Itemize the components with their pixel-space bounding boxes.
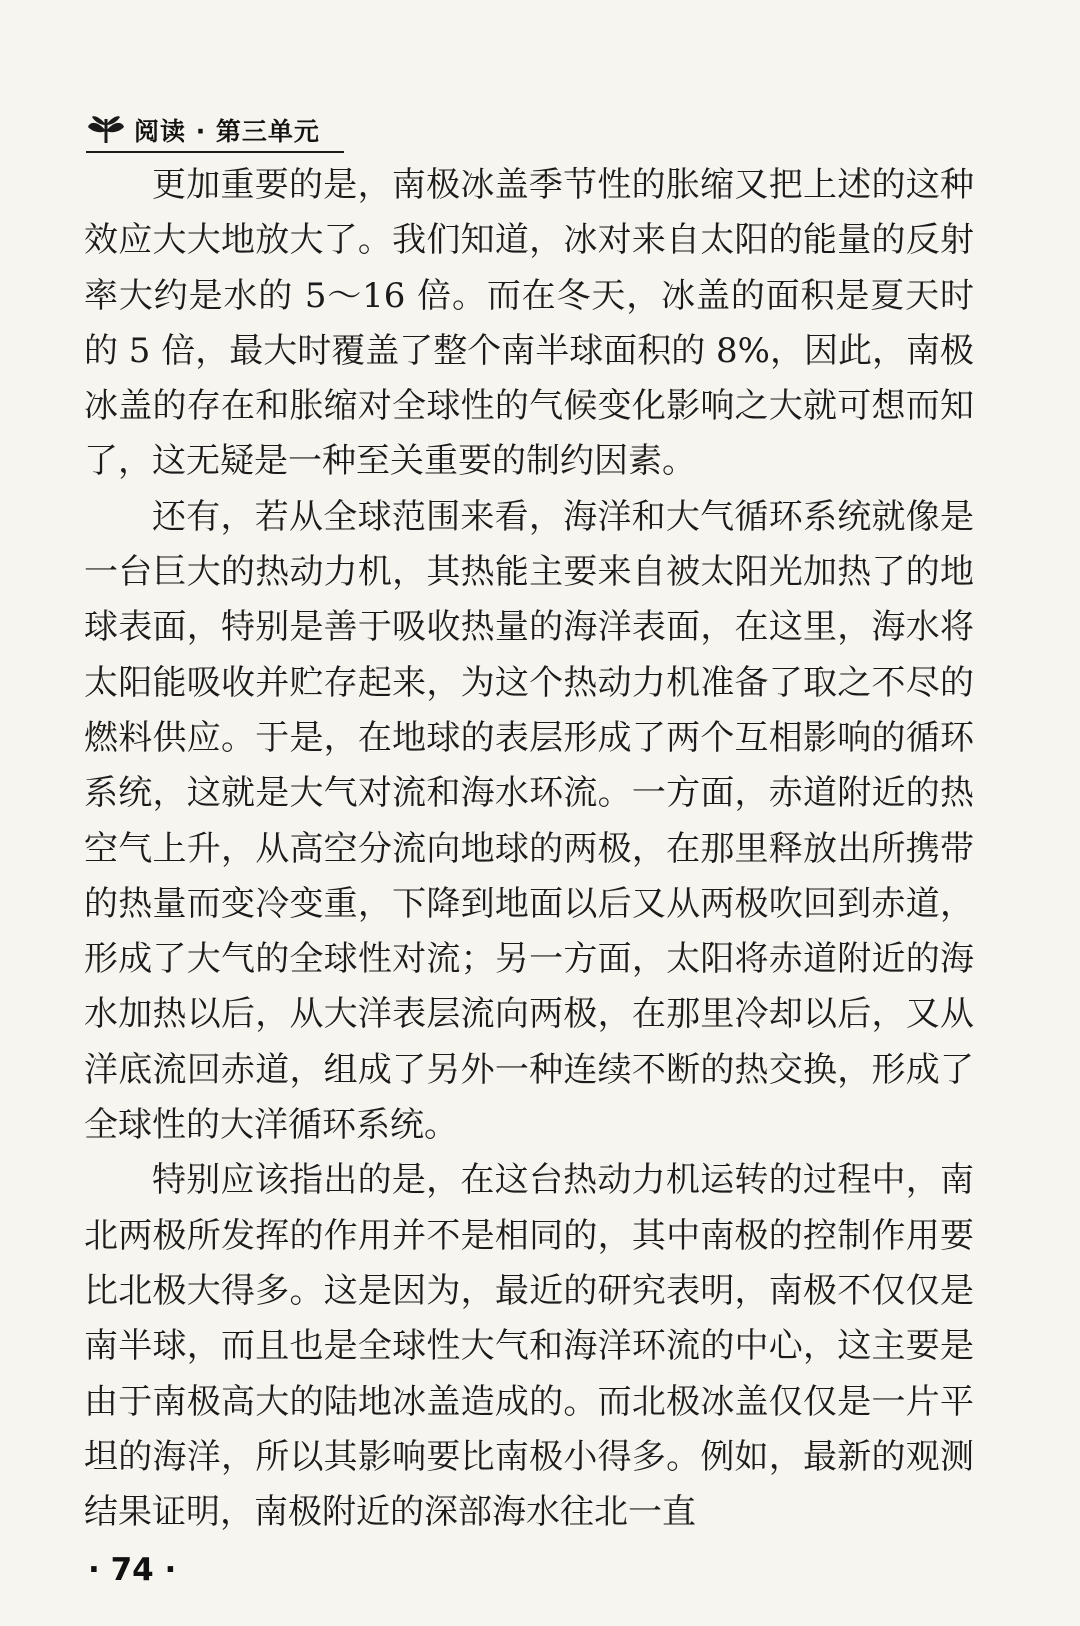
paragraph: 更加重要的是，南极冰盖季节性的胀缩又把上述的这种效应大大地放大了。我们知道，冰对来自太阳的能量的反射率大约是水的 5～16 倍。而在冬天，冰盖的面积是夏天时的 5 倍，最大时覆盖了整个南半球面积的 8%，因此，南极冰盖的存在和胀缩对全球性的气候变化影响之大就可想而知了，这无疑是一种至关重要的制约因素。: [84, 165, 974, 482]
page-number: · 74 ·: [88, 1552, 177, 1588]
body-text: [84, 158, 974, 1540]
running-header: [86, 108, 346, 152]
leaf-sprout-icon: [86, 113, 126, 147]
paragraph: 还有，若从全球范围来看，海洋和大气循环系统就像是一台巨大的热动力机，其热能主要来自被太阳光加热了的地球表面，特别是善于吸收热量的海洋表面，在这里，海水将太阳能吸收并贮存起来，为这个热动力机准备了取之不尽的燃料供应。于是，在地球的表层形成了两个互相影响的循环系统，这就是大气对流和海水环流。一方面，赤道附近的热空气上升，从高空分流向地球的两极，在那里释放出所携带的热量而变冷变重，下降到地面以后又从两极吹回到赤道，形成了大气的全球性对流；另一方面，太阳将赤道附近的海水加热以后，从大洋表层流向两极，在那里冷却以后，又从洋底流回赤道，组成了另外一种连续不断的热交换，形成了全球性的大洋循环系统。: [84, 496, 974, 1146]
header-rule: [86, 151, 344, 153]
paragraph: 特别应该指出的是，在这台热动力机运转的过程中，南北两极所发挥的作用并不是相同的，其中南极的控制作用要比北极大得多。这是因为，最近的研究表明，南极不仅仅是南半球，而且也是全球性大气和海洋环流的中心，这主要是由于南极高大的陆地冰盖造成的。而北极冰盖仅仅是一片平坦的海洋，所以其影响要比南极小得多。例如，最新的观测结果证明，南极附近的深部海水往北一直: [84, 1160, 974, 1533]
section-title: 阅读 · 第三单元: [134, 117, 320, 146]
